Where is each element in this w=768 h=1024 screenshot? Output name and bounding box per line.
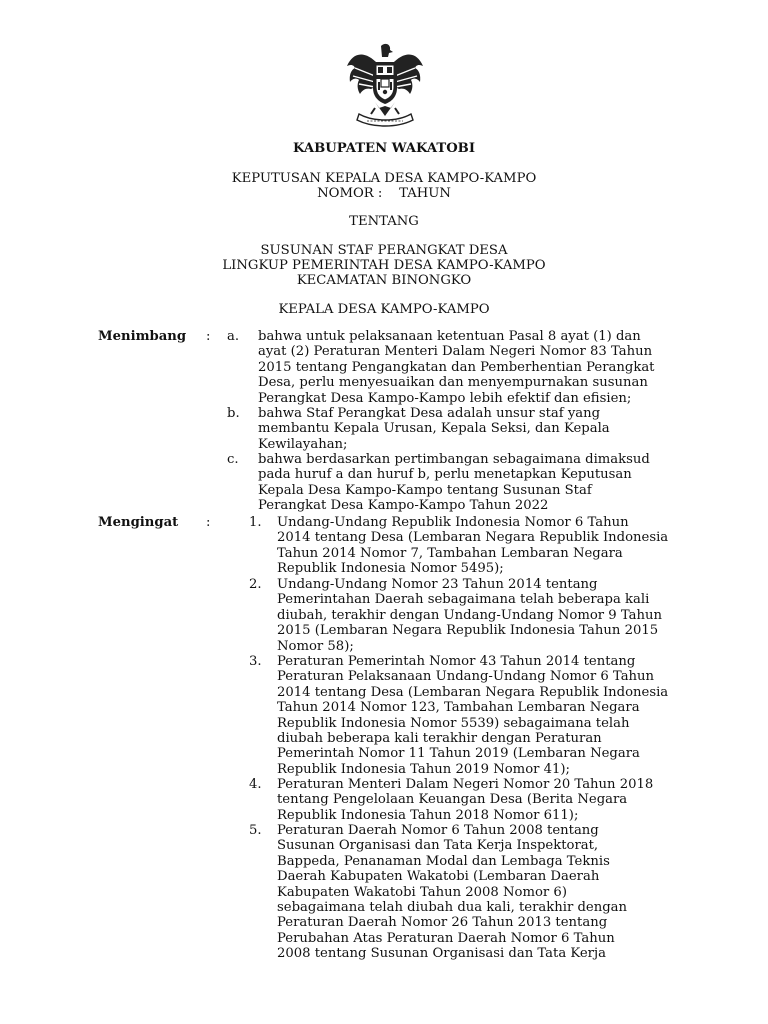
text-line: Perangkat Desa Kampo-Kampo lebih efektif dan efisien; (258, 390, 632, 406)
text-line: Republik Indonesia Tahun 2019 Nomor 41); (277, 761, 570, 777)
text-line: 2014 tentang Desa (Lembaran Negara Republik Indonesia (277, 684, 669, 700)
subject-line-3: KECAMATAN BINONGKO (296, 273, 472, 288)
garuda-emblem-icon (345, 42, 425, 128)
text-line: membantu Kepala Urusan, Kepala Seksi, dan Kepala (258, 421, 610, 437)
mengingat-label: Mengingat (98, 515, 179, 530)
menimbang-marker-a: a. (227, 329, 240, 344)
text-line: bahwa berdasarkan pertimbangan sebagaimana dimaksud (258, 452, 650, 467)
mengingat-item-4 (277, 777, 703, 823)
text-line: bahwa Staf Perangkat Desa adalah unsur staf yang (258, 406, 601, 421)
text-line: Perangkat Desa Kampo-Kampo Tahun 2022 (258, 498, 549, 514)
about-heading: TENTANG (349, 214, 419, 229)
text-line: Peraturan Daerah Nomor 26 Tahun 2013 tentang (277, 915, 608, 931)
text-line: Kepala Desa Kampo-Kampo tentang Susunan Staf (258, 482, 592, 498)
text-line: Republik Indonesia Tahun 2018 Nomor 611); (277, 807, 579, 823)
text-line: Peraturan Daerah Nomor 6 Tahun 2008 tentang (277, 823, 599, 838)
subject-line-2: LINGKUP PEMERINTAH DESA KAMPO-KAMPO (222, 258, 546, 273)
menimbang-marker-c: c. (227, 452, 239, 467)
text-line: pada huruf a dan huruf b, perlu menetapkan Keputusan (258, 467, 632, 483)
mengingat-item-5 (277, 823, 703, 962)
text-line: Bappeda, Penanaman Modal dan Lembaga Teknis (277, 853, 610, 869)
text-line: Desa, perlu menyesuaikan dan menyempurnakan susunan (258, 375, 648, 391)
text-line: Daerah Kabupaten Wakatobi (Lembaran Daerah (277, 869, 600, 885)
menimbang-item-b (258, 406, 703, 452)
mengingat-item-2 (277, 577, 703, 654)
text-line: 2014 tentang Desa (Lembaran Negara Republik Indonesia (277, 530, 669, 546)
text-line: Undang-Undang Republik Indonesia Nomor 6 Tahun (277, 515, 629, 530)
text-line: 2015 tentang Pengangkatan dan Pemberhentian Perangkat (258, 359, 655, 375)
menimbang-item-c (258, 452, 703, 514)
text-line: Peraturan Pelaksanaan Undang-Undang Nomor 6 Tahun (277, 669, 655, 685)
mengingat-marker-5: 5. (249, 823, 262, 838)
text-line: Susunan Organisasi dan Tata Kerja Inspektorat, (277, 838, 599, 854)
issuer-title: KEPALA DESA KAMPO-KAMPO (278, 302, 490, 317)
menimbang-item-a (258, 329, 703, 406)
text-line: Peraturan Menteri Dalam Negeri Nomor 20 Tahun 2018 (277, 777, 654, 792)
text-line: Pemerintahan Daerah sebagaimana telah beberapa kali (277, 592, 650, 608)
mengingat-marker-1: 1. (249, 515, 262, 530)
mengingat-marker-4: 4. (249, 777, 262, 792)
menimbang-colon: : (206, 329, 211, 344)
text-line: 2015 (Lembaran Negara Republik Indonesia Tahun 2015 (277, 623, 659, 639)
mengingat-item-1 (277, 515, 703, 577)
decree-number: NOMOR : TAHUN (317, 186, 451, 201)
text-line: Undang-Undang Nomor 23 Tahun 2014 tentang (277, 577, 598, 592)
text-line: diubah, terakhir dengan Undang-Undang Nomor 9 Tahun (277, 607, 662, 623)
text-line: tentang Pengelolaan Keuangan Desa (Berita Negara (277, 792, 628, 808)
text-line: Kewilayahan; (258, 436, 348, 452)
text-line: Republik Indonesia Nomor 5539) sebagaimana telah (277, 715, 630, 731)
regency-title: KABUPATEN WAKATOBI (292, 141, 476, 156)
text-line: 2008 tentang Susunan Organisasi dan Tata Kerja (277, 946, 606, 962)
decree-title: KEPUTUSAN KEPALA DESA KAMPO-KAMPO (231, 171, 537, 186)
text-line: ayat (2) Peraturan Menteri Dalam Negeri Nomor 83 Tahun (258, 344, 653, 360)
mengingat-item-3 (277, 654, 703, 777)
text-line: sebagaimana telah diubah dua kali, terakhir dengan (277, 900, 627, 916)
text-line: diubah beberapa kali terakhir dengan Peraturan (277, 731, 602, 747)
subject-line-1: SUSUNAN STAF PERANGKAT DESA (260, 243, 508, 258)
menimbang-label: Menimbang (98, 329, 187, 344)
mengingat-marker-2: 2. (249, 577, 262, 592)
text-line: Peraturan Pemerintah Nomor 43 Tahun 2014 tentang (277, 654, 636, 669)
mengingat-marker-3: 3. (249, 654, 262, 669)
text-line: bahwa untuk pelaksanaan ketentuan Pasal 8 ayat (1) dan (258, 329, 641, 344)
text-line: Nomor 58); (277, 638, 354, 654)
menimbang-marker-b: b. (227, 406, 240, 421)
mengingat-colon: : (206, 515, 211, 530)
text-line: Republik Indonesia Nomor 5495); (277, 561, 504, 577)
text-line: Tahun 2014 Nomor 7, Tambahan Lembaran Negara (277, 545, 623, 561)
text-line: Pemerintah Nomor 11 Tahun 2019 (Lembaran Negara (277, 746, 640, 762)
text-line: Tahun 2014 Nomor 123, Tambahan Lembaran Negara (277, 700, 640, 716)
text-line: Perubahan Atas Peraturan Daerah Nomor 6 Tahun (277, 930, 615, 946)
text-line: Kabupaten Wakatobi Tahun 2008 Nomor 6) (277, 884, 567, 900)
